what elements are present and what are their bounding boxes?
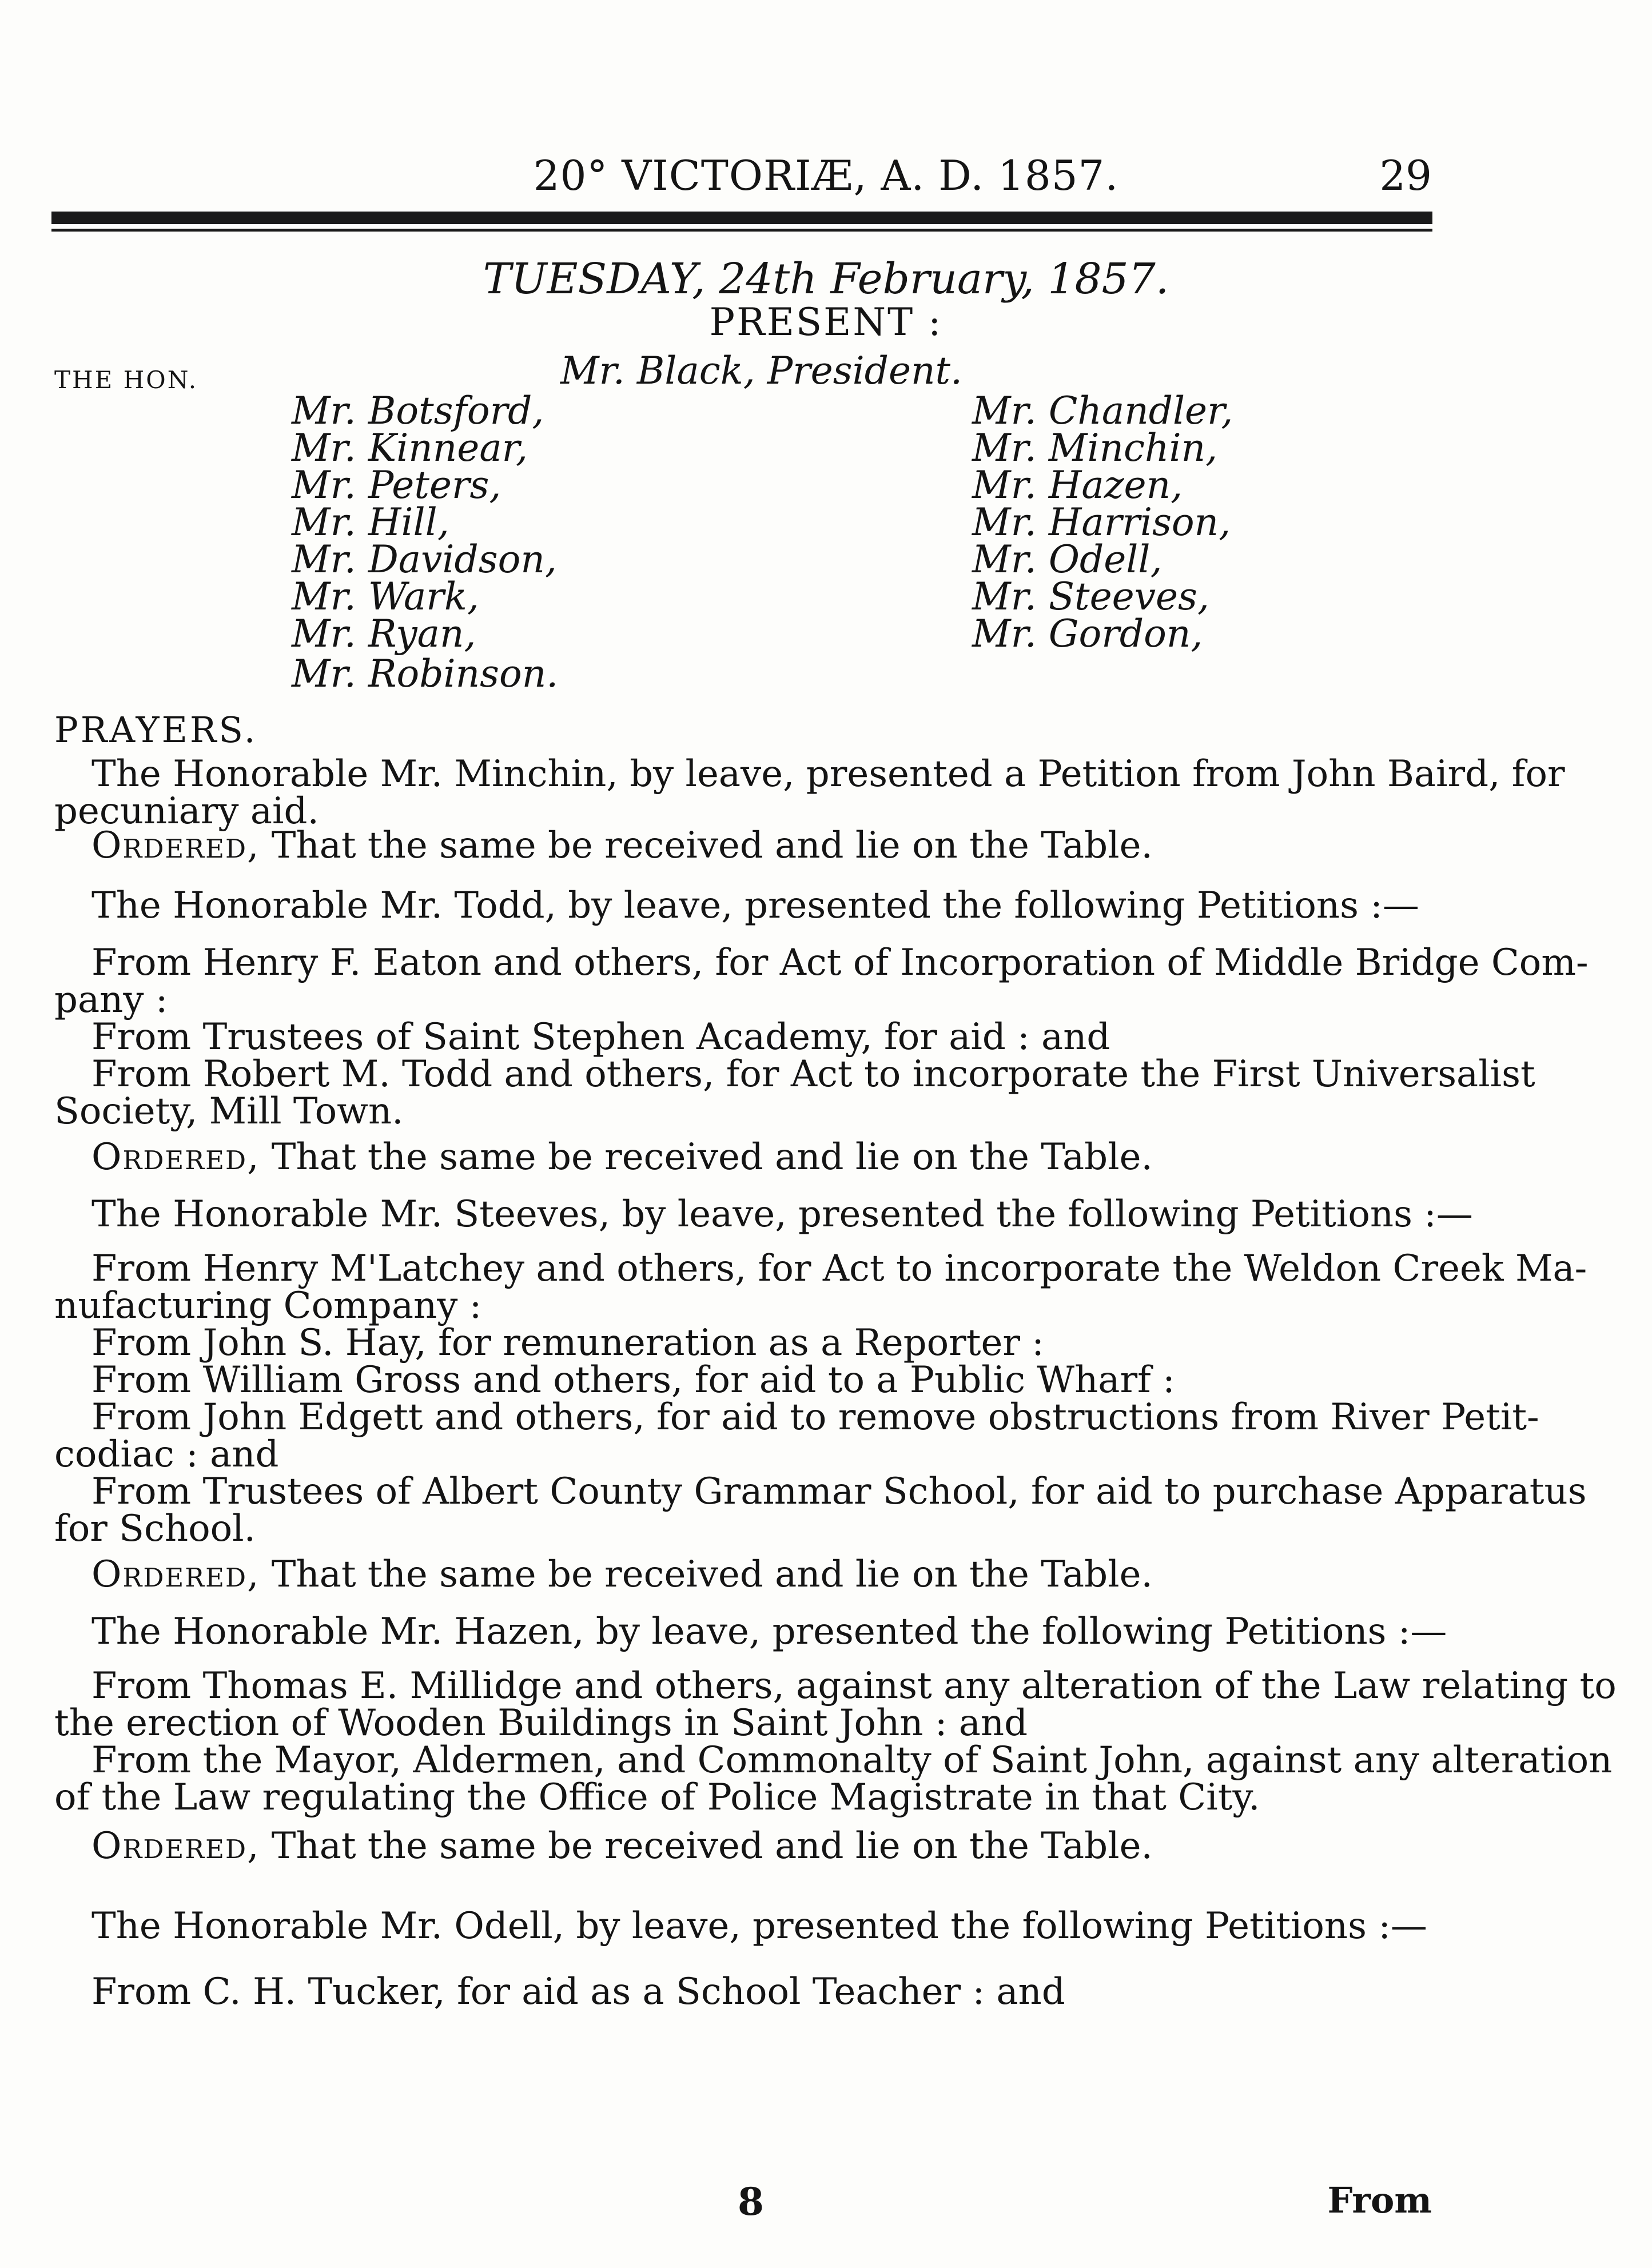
todd-petition-line: From Robert M. Todd and others, for Act to incorporate the First Universalist (91, 1053, 1535, 1095)
header-rule-thick (51, 212, 1432, 224)
ordered-text: That the same be received and lie on the Table. (260, 824, 1153, 867)
member-left: Mr. Botsford, (292, 389, 544, 433)
catchword: From (1327, 2179, 1432, 2221)
member-right: Mr. Odell, (972, 537, 1163, 581)
ordered-word: Ordered, (91, 1553, 260, 1596)
steeves-petition-line: From John S. Hay, for remuneration as a Reporter : (91, 1322, 1044, 1364)
member-right: Mr. Gordon, (972, 612, 1203, 656)
minchin-petition-line: The Honorable Mr. Minchin, by leave, presented a Petition from John Baird, for (91, 753, 1565, 795)
member-right: Mr. Chandler, (972, 389, 1233, 433)
president-entry: Mr. Black, President. (560, 349, 963, 393)
ordered-line (91, 826, 1153, 865)
ordered-word: Ordered, (91, 1136, 260, 1178)
steeves-petition-line: nufacturing Company : (54, 1285, 482, 1327)
running-header-title: 20° VICTORIÆ, A. D. 1857. (533, 152, 1119, 200)
hazen-petition-line: From Thomas E. Millidge and others, against any alteration of the Law relating to (91, 1665, 1617, 1707)
member-right: Mr. Steeves, (972, 575, 1209, 619)
member-left: Mr. Wark, (292, 575, 479, 619)
hazen-petition-line: the erection of Wooden Buildings in Saint John : and (54, 1702, 1028, 1744)
member-right: Mr. Hazen, (972, 463, 1183, 507)
ordered-text: That the same be received and lie on the Table. (260, 1825, 1153, 1867)
ordered-line (91, 1827, 1153, 1866)
ordered-word: Ordered, (91, 1825, 260, 1867)
ordered-word: Ordered, (91, 824, 260, 867)
steeves-petition-line: for School. (54, 1508, 256, 1550)
hazen-intro: The Honorable Mr. Hazen, by leave, presented the following Petitions :— (91, 1611, 1447, 1653)
steeves-petition-line: codiac : and (54, 1433, 279, 1476)
member-left: Mr. Robinson. (292, 652, 559, 696)
hazen-petition-line: From the Mayor, Aldermen, and Commonalty of Saint John, against any alteration (91, 1739, 1613, 1781)
member-left: Mr. Ryan, (292, 612, 476, 656)
todd-petition-line: From Henry F. Eaton and others, for Act of Incorporation of Middle Bridge Com- (91, 942, 1589, 984)
member-left: Mr. Hill, (292, 500, 449, 544)
todd-intro: The Honorable Mr. Todd, by leave, presented the following Petitions :— (91, 884, 1419, 927)
ordered-line (91, 1555, 1153, 1594)
the-hon-label: THE HON. (54, 366, 198, 394)
signature-mark: 8 (738, 2179, 764, 2224)
member-left: Mr. Kinnear, (292, 426, 528, 470)
member-right: Mr. Harrison, (972, 500, 1231, 544)
ordered-text: That the same be received and lie on the Table. (260, 1553, 1153, 1596)
steeves-petition-line: From John Edgett and others, for aid to remove obstructions from River Petit- (91, 1396, 1539, 1438)
session-date: TUESDAY, 24th February, 1857. (483, 254, 1169, 304)
present-label: PRESENT : (709, 300, 943, 344)
steeves-petition-line: From Henry M'Latchey and others, for Act to incorporate the Weldon Creek Ma- (91, 1247, 1587, 1290)
member-left: Mr. Peters, (292, 463, 501, 507)
todd-petition-line: From Trustees of Saint Stephen Academy, for aid : and (91, 1016, 1110, 1058)
steeves-intro: The Honorable Mr. Steeves, by leave, presented the following Petitions :— (91, 1193, 1473, 1235)
member-left: Mr. Davidson, (292, 537, 557, 581)
prayers-heading: PRAYERS. (54, 709, 258, 751)
member-right: Mr. Minchin, (972, 426, 1218, 470)
steeves-petition-line: From William Gross and others, for aid to a Public Wharf : (91, 1359, 1175, 1401)
minchin-petition-line: pecuniary aid. (54, 790, 319, 832)
odell-intro: The Honorable Mr. Odell, by leave, presented the following Petitions :— (91, 1905, 1427, 1947)
odell-petition-line: From C. H. Tucker, for aid as a School Teacher : and (91, 1971, 1065, 2013)
page-number: 29 (1379, 152, 1432, 200)
ordered-line (91, 1138, 1153, 1177)
header-rule-thin (51, 229, 1432, 232)
steeves-petition-line: From Trustees of Albert County Grammar School, for aid to purchase Apparatus (91, 1470, 1587, 1513)
hazen-petition-line: of the Law regulating the Office of Police Magistrate in that City. (54, 1776, 1260, 1819)
ordered-text: That the same be received and lie on the Table. (260, 1136, 1153, 1178)
todd-petition-line: pany : (54, 979, 168, 1021)
todd-petition-line: Society, Mill Town. (54, 1090, 404, 1133)
